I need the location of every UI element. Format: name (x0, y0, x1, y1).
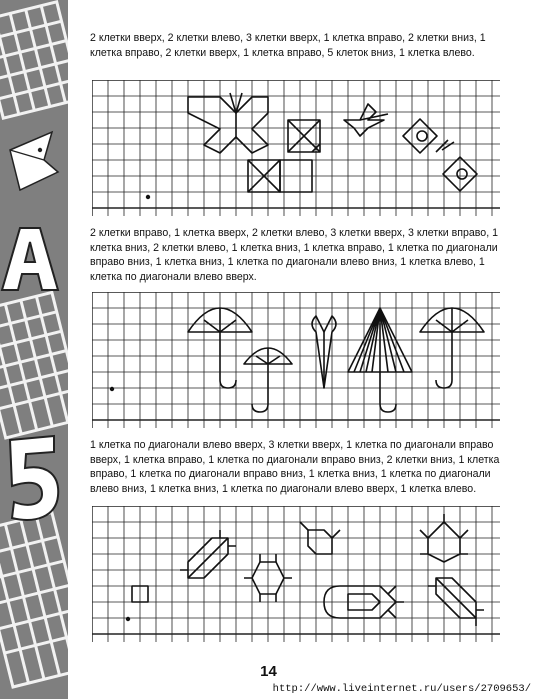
small-umbrella-figure (244, 348, 292, 412)
open-umbrella-figure-2 (420, 308, 484, 388)
bird-shape (10, 132, 58, 190)
decorative-side-strip (0, 0, 68, 699)
side-strip-art (0, 0, 68, 699)
open-umbrella-figure (188, 308, 252, 388)
grid-exercise-2 (92, 292, 500, 428)
start-dot (110, 387, 114, 391)
page-number: 14 (260, 663, 277, 680)
grid-2-canvas (92, 292, 500, 428)
start-dot (146, 195, 150, 199)
instruction-3: 1 клетка по диагонали влево вверх, 3 клетки вверх, 1 клетка по диагонали вправо вверх, 1 клетка вправо, 1 клетка по диагонали вправо вниз, 2 клетки вниз, 1 клетка вправо, 1 клетка по диагонали вправо вниз, 1 клетка вниз, 1 клетка по диагонали влево вниз, 1 клетка вниз, 1 клетка по диагонали влево вверх, 1 клетка влево. (90, 439, 500, 495)
grid-1-canvas (92, 80, 500, 216)
butterfly-with-circles-figure (403, 119, 477, 191)
grid-exercise-3 (92, 506, 500, 642)
instruction-2: 2 клетки вправо, 1 клетка вверх, 2 клетки влево, 3 клетки вверх, 3 клетки вправо, 1 клетка вниз, 2 клетки влево, 1 клетка вниз, 1 клетка вправо, 1 клетка по диагонали вправо вниз, 1 клетка вниз, 1 клетка по диагонали влево вниз, 1 клетка влево, 1 клетка по диагонали влево вверх. (90, 227, 498, 283)
dragonfly-figure (344, 104, 388, 136)
digit-5-shape (10, 436, 58, 520)
watermark-url: http://www.liveinternet.ru/users/2709653/ (272, 683, 531, 695)
grid-3-canvas (92, 506, 500, 642)
start-dot (126, 617, 130, 621)
letter-a-shape (2, 228, 58, 290)
instruction-1: 2 клетки вверх, 2 клетки влево, 3 клетки вверх, 1 клетка вправо, 2 клетки вниз, 1 клетка вправо, 2 клетки вверх, 1 клетка вправо, 5 клеток вниз, 1 клетка влево. (90, 32, 486, 59)
grid-exercise-1 (92, 80, 500, 216)
